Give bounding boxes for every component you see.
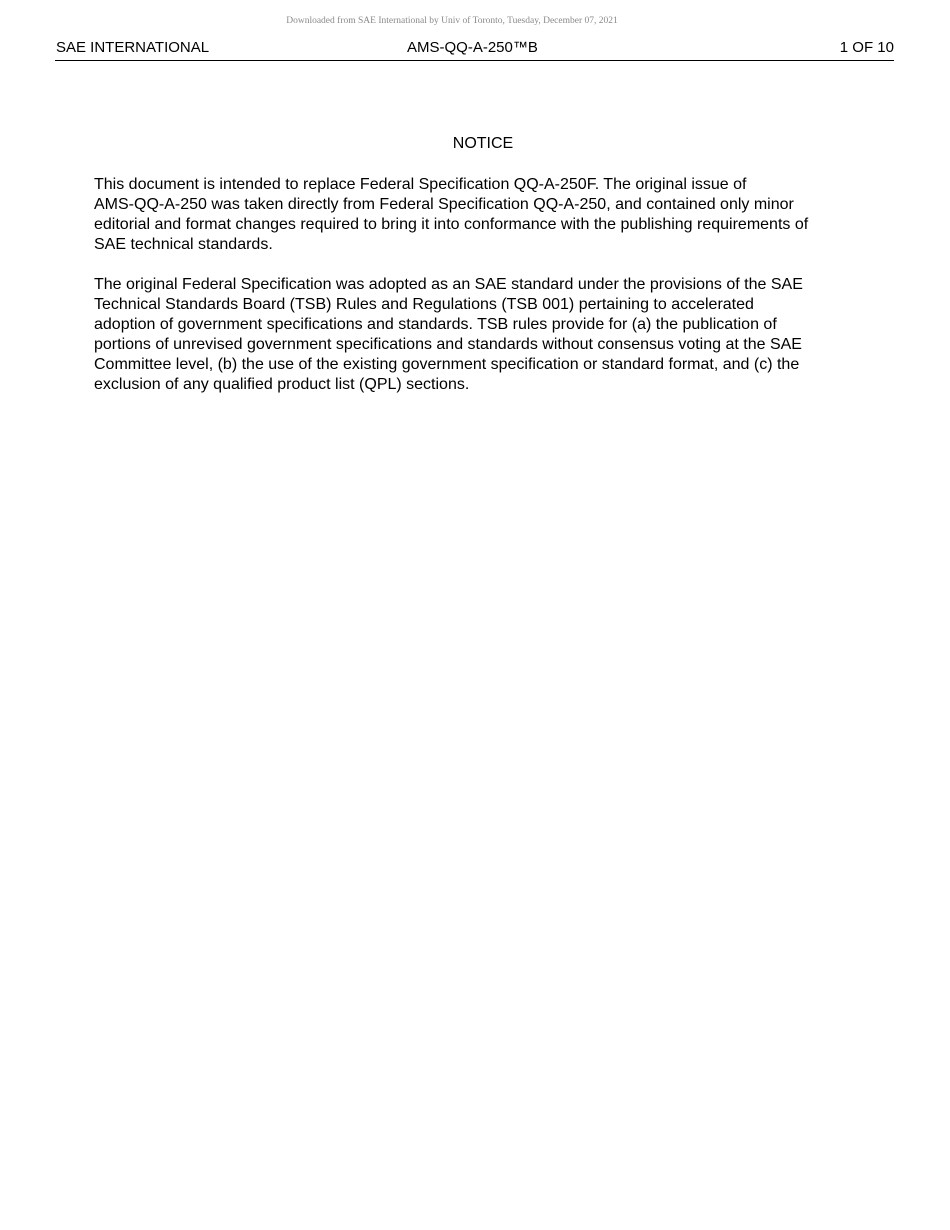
download-watermark: Downloaded from SAE International by Univ of Toronto, Tuesday, December 07, 2021 <box>286 16 618 26</box>
notice-title: NOTICE <box>452 135 514 152</box>
paragraph-line: Technical Standards Board (TSB) Rules and Regulations (TSB 001) pertaining to accelerated <box>94 296 754 314</box>
header-page-indicator: 1 OF 10 <box>839 39 894 56</box>
paragraph-line: adoption of government specifications and standards. TSB rules provide for (a) the publication of <box>94 316 777 334</box>
paragraph-line: Committee level, (b) the use of the existing government specification or standard format, and (c) the <box>94 356 800 374</box>
paragraph-line: The original Federal Specification was adopted as an SAE standard under the provisions of the SAE <box>94 276 803 293</box>
paragraph-line: This document is intended to replace Federal Specification QQ-A-250F. The original issue of <box>94 176 747 193</box>
notice-paragraph-1 <box>94 175 860 255</box>
paragraph-line: AMS-QQ-A-250 was taken directly from Federal Specification QQ-A-250, and contained only minor <box>94 196 794 214</box>
header-document-number: AMS-QQ-A-250™B <box>407 39 538 56</box>
paragraph-line: editorial and format changes required to bring it into conformance with the publishing requirements of <box>94 216 809 234</box>
notice-paragraph-2 <box>94 275 860 396</box>
paragraph-line: exclusion of any qualified product list (QPL) sections. <box>94 376 470 394</box>
paragraph-line: SAE technical standards. <box>94 236 273 254</box>
header-organization: SAE INTERNATIONAL <box>56 39 210 56</box>
running-header <box>55 38 894 61</box>
paragraph-line: portions of unrevised government specifications and standards without consensus voting at the SAE <box>94 336 802 354</box>
